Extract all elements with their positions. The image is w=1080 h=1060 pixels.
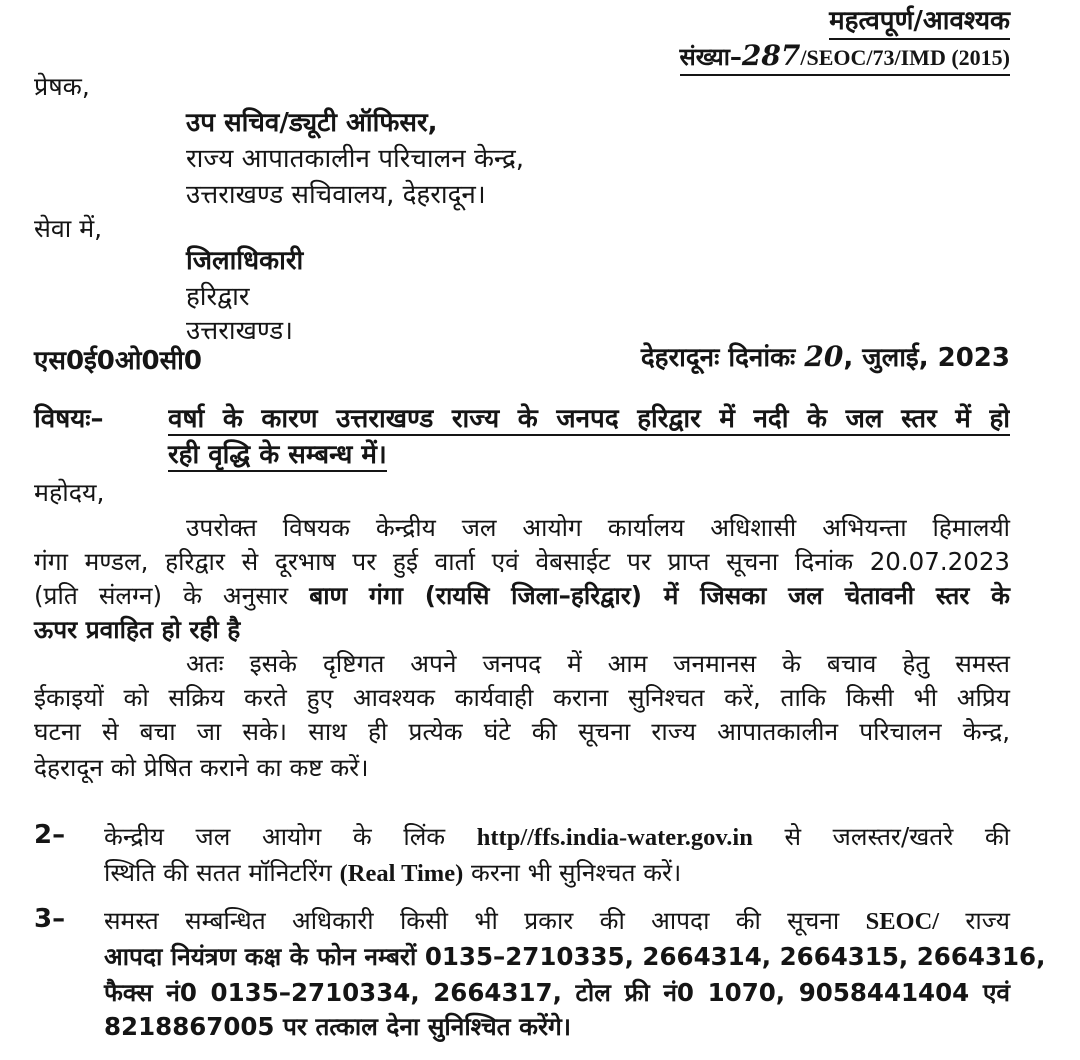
recipient-label: सेवा में, <box>34 214 103 243</box>
date-rest: , जुलाई, 2023 <box>843 343 1010 373</box>
subject-line-1: वर्षा के कारण उत्तराखण्ड राज्य के जनपद हरिद्वार में नदी के जल स्तर में हो <box>168 404 1010 434</box>
para1-line-1: उपरोक्त विषयक केन्द्रीय जल आयोग कार्यालय अधिशासी अभियन्ता हिमालयी <box>186 513 1010 542</box>
point-3-line-3: फैक्स नं0 0135–2710334, 2664317, टोल फ्री नं0 1070, 9058441404 एवं <box>104 978 1010 1007</box>
para2-line-2: ईकाइयों को सक्रिय करते हुए आवश्यक कार्यवाही कराना सुनिश्चत करें, ताकि किसी भी अप्रिय <box>34 683 1010 712</box>
reference-number <box>680 40 1010 76</box>
point-2-line-2: स्थिति की सतत मॉनिटरिंग (Real Time) करना भी सुनिश्चत करें। <box>104 858 682 887</box>
handwritten-date-day: 20 <box>804 340 844 373</box>
priority-label: महत्वपूर्ण/आवश्यक <box>829 4 1010 40</box>
cwc-link: http//ffs.india-water.gov.in <box>476 824 753 851</box>
para2-line-1: अतः इसके दृष्टिगत अपने जनपद में आम जनमानस के बचाव हेतु समस्त <box>186 649 1010 678</box>
sender-designation: उप सचिव/ड्यूटी ऑफिसर, <box>186 108 438 138</box>
office-code: एस0ई0ओ0सी0 <box>34 346 202 376</box>
ref-suffix: /SEOC/73/IMD (2015) <box>800 45 1010 70</box>
sender-label: प्रेषक, <box>34 72 90 101</box>
point-3-line-2: आपदा नियंत्रण कक्ष के फोन नम्बरों 0135–2710335, 2664314, 2664315, 2664316, <box>104 942 1046 971</box>
letter-date <box>641 340 1010 375</box>
point-2-line-1: केन्द्रीय जल आयोग के लिंक http//ffs.india-water.gov.in से जलस्तर/खतरे की <box>104 822 1010 851</box>
para1-line-3: (प्रति संलग्न) के अनुसार बाण गंगा (रायसि जिला–हरिद्वार) में जिसका जल चेतावनी स्तर के <box>34 581 1010 610</box>
point-3-line-4: 8218867005 पर तत्काल देना सुनिश्चित करेंगे। <box>104 1012 572 1041</box>
date-prefix: देहरादूनः दिनांकः <box>640 343 796 373</box>
sender-location: उत्तराखण्ड सचिवालय, देहरादून। <box>186 180 486 210</box>
recipient-designation: जिलाधिकारी <box>186 246 304 276</box>
sender-office: राज्य आपातकालीन परिचालन केन्द्र, <box>186 144 525 174</box>
subject-line-2: रही वृद्धि के सम्बन्ध में। <box>168 440 387 470</box>
para1-line-4: ऊपर प्रवाहित हो रही है <box>34 615 241 644</box>
para2-line-4: देहरादून को प्रेषित कराने का कष्ट करें। <box>34 753 369 782</box>
para2-line-3: घटना से बचा जा सके। साथ ही प्रत्येक घंटे की सूचना राज्य आपातकालीन परिचालन केन्द्र, <box>34 717 1010 746</box>
recipient-state: उत्तराखण्ड। <box>186 316 293 346</box>
point-3-line-1: समस्त सम्बन्धित अधिकारी किसी भी प्रकार की आपदा की सूचना SEOC/ राज्य <box>104 906 1010 935</box>
para1-line-2: गंगा मण्डल, हरिद्वार से दूरभाष पर हुई वार्ता एवं वेबसाईट पर प्राप्त सूचना दिनांक 20.07.2023 <box>34 547 1010 576</box>
recipient-district: हरिद्वार <box>186 282 250 312</box>
salutation: महोदय, <box>34 478 105 507</box>
point-2-number: 2– <box>34 820 66 850</box>
point-3-number: 3– <box>34 904 66 934</box>
ref-prefix: संख्या– <box>679 43 742 71</box>
handwritten-ref-number: 287 <box>741 39 801 72</box>
subject-label: विषयः– <box>34 404 104 434</box>
